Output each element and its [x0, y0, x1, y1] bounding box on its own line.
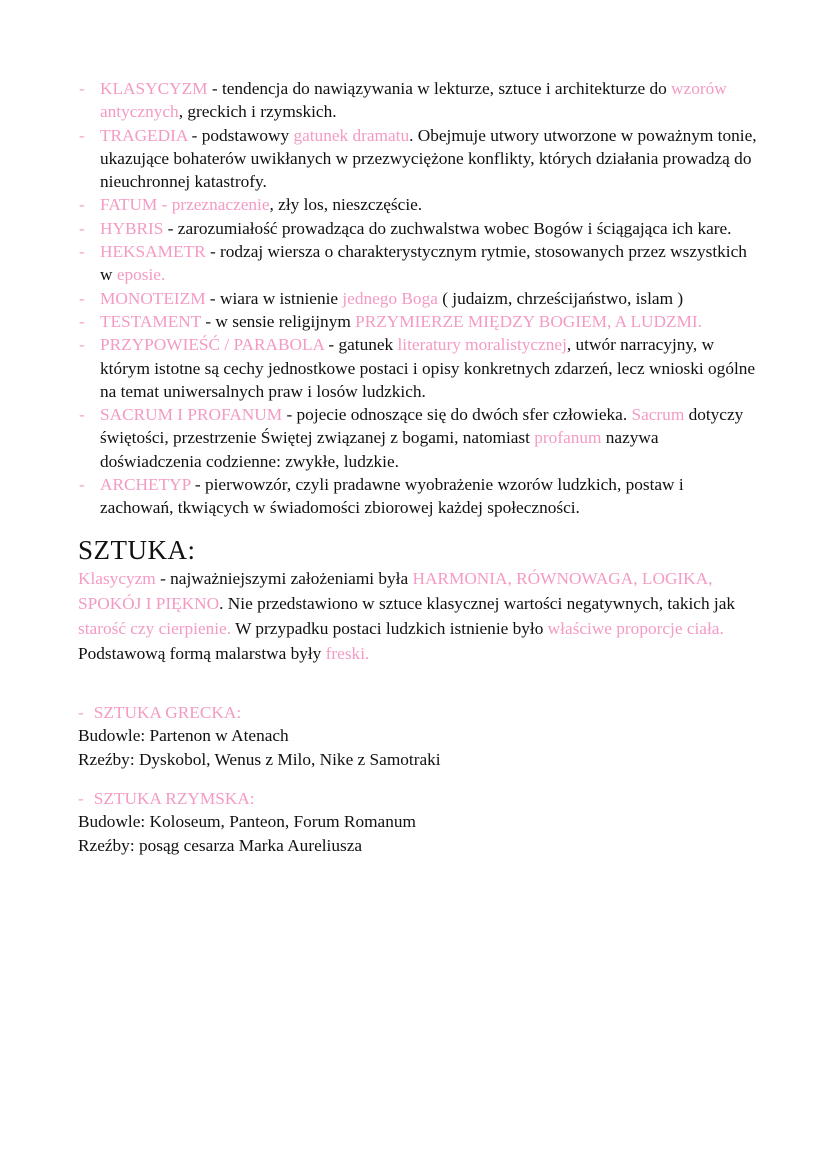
roman-art-heading: [78, 787, 758, 810]
text-run: ( judaizm, chrześcijaństwo, islam ): [437, 288, 684, 308]
roman-sculptures: Rzeźby: posąg cesarza Marka Aureliusza: [78, 835, 363, 855]
definition-item: [78, 287, 758, 310]
bullet-dash: -: [79, 311, 85, 331]
text-run: - w sensie religijnym: [201, 311, 356, 331]
seg: [100, 405, 743, 471]
highlighted-term: PRZYPOWIEŚĆ / PARABOLA: [100, 335, 325, 355]
bullet-dash: -: [79, 335, 85, 355]
highlighted-term: jednego Boga: [342, 288, 438, 308]
seg: [100, 335, 755, 401]
definition-item: [78, 333, 758, 403]
greek-buildings: Budowle: Partenon w Atenach: [78, 725, 289, 745]
seg: [100, 242, 747, 284]
text-run: - zarozumiałość prowadząca do zuchwalstwa wobec Bogów i ściągająca ich kare.: [163, 218, 732, 238]
roman-art-title: SZTUKA RZYMSKA:: [93, 788, 255, 808]
text-run: , utwór narracyjny, w którym istotne są cechy jednostkowe postaci i opisy konkretnych zdarzeń, lecz wnioski ogólne na temat uniwersalnych praw i losów ludzkich.: [100, 335, 756, 401]
text-run: nazywa doświadczenia codzienne: zwykłe, ludzkie.: [100, 428, 659, 471]
definition-item: [78, 240, 758, 287]
highlighted-term: profanum: [534, 428, 602, 448]
definition-item: [78, 403, 758, 473]
definitions-list: [78, 77, 758, 520]
text-run: . Nie przedstawiono w sztuce klasycznej wartości negatywnych, takich jak: [219, 593, 736, 613]
greek-art-heading: [78, 701, 758, 724]
text-run: dotyczy świętości, przestrzenie Świętej związanej z bogami, natomiast: [100, 405, 744, 448]
definition-item: [78, 473, 758, 520]
bullet-dash: -: [79, 405, 85, 425]
seg: [100, 219, 732, 238]
highlighted-term: MONOTEIZM: [100, 288, 206, 308]
bullet-dash: -: [78, 702, 84, 722]
highlighted-term: HEKSAMETR: [100, 242, 206, 262]
seg: [100, 79, 727, 121]
bullet-dash: -: [78, 788, 84, 808]
highlighted-term: wzorów antycznych: [100, 79, 727, 122]
definition-item: [78, 217, 758, 240]
text-run: - pierwowzór, czyli pradawne wyobrażenie wzorów ludzkich, postaw i zachowań, tkwiących w świadomości zbiorowej każdej społeczności.: [100, 475, 684, 518]
highlighted-term: Klasycyzm: [78, 568, 156, 588]
bullet-dash: -: [79, 242, 85, 262]
text-run: Podstawową formą malarstwa były: [78, 643, 326, 663]
highlighted-term: eposie.: [116, 265, 166, 285]
highlighted-term: PRZYMIERZE MIĘDZY BOGIEM, A LUDZMI.: [355, 311, 702, 331]
highlighted-term: FATUM - przeznaczenie: [100, 195, 270, 215]
definition-item: [78, 77, 758, 124]
text-run: - podstawowy: [187, 125, 294, 145]
highlighted-term: HYBRIS: [100, 218, 164, 238]
greek-sculptures: Rzeźby: Dyskobol, Wenus z Milo, Nike z Samotraki: [78, 749, 441, 769]
seg: [100, 475, 684, 517]
highlighted-term: HARMONIA, RÓWNOWAGA, LOGIKA, SPOKÓJ I PIĘKNO: [78, 568, 713, 613]
text-run: , zły los, nieszczęście.: [269, 195, 423, 215]
seg: [100, 126, 757, 192]
art-heading: SZTUKA:: [78, 534, 196, 565]
bullet-dash: -: [79, 288, 85, 308]
seg: [100, 312, 702, 331]
text-run: , greckich i rzymskich.: [178, 102, 337, 122]
highlighted-term: literatury moralistycznej: [397, 335, 567, 355]
highlighted-term: KLASYCYZM: [100, 79, 208, 98]
text-run: W przypadku postaci ludzkich istnienie było: [231, 618, 548, 638]
text-run: - najważniejszymi założeniami była: [155, 568, 413, 588]
bullet-dash: -: [79, 475, 85, 495]
bullet-dash: -: [79, 79, 85, 98]
highlighted-term: TRAGEDIA: [100, 125, 188, 145]
highlighted-term: ARCHETYP: [100, 475, 191, 495]
bullet-dash: -: [79, 218, 85, 238]
seg: [100, 195, 422, 214]
seg: [100, 289, 683, 308]
highlighted-term: TESTAMENT: [100, 311, 202, 331]
text-run: - pojecie odnoszące się do dwóch sfer człowieka.: [282, 405, 632, 425]
highlighted-term: gatunek dramatu: [293, 125, 410, 145]
greek-art-title: SZTUKA GRECKA:: [93, 702, 242, 722]
bullet-dash: -: [79, 195, 85, 215]
highlighted-term: właściwe proporcje ciała.: [547, 618, 724, 638]
highlighted-term: freski.: [325, 643, 370, 663]
classicism-paragraph: [78, 566, 758, 666]
definition-item: [78, 310, 758, 333]
text-run: - gatunek: [324, 335, 398, 355]
highlighted-term: Sacrum: [631, 405, 685, 425]
text-run: . Obejmuje utwory utworzone w poważnym tonie, ukazujące bohaterów uwikłanych w przezwyciężone konflikty, których działania prowadzą do nieuchronnej katastrofy.: [100, 125, 757, 192]
highlighted-term: SACRUM I PROFANUM: [100, 405, 283, 425]
roman-buildings: Budowle: Koloseum, Panteon, Forum Romanum: [78, 811, 416, 831]
text-run: - wiara w istnienie: [205, 288, 343, 308]
text-run: - rodzaj wiersza o charakterystycznym rytmie, stosowanych przez wszystkich w: [100, 242, 747, 285]
definition-item: [78, 124, 758, 194]
highlighted-term: starość czy cierpienie.: [78, 618, 232, 638]
definition-item: [78, 193, 758, 216]
text-run: - tendencja do nawiązywania w lekturze, sztuce i architekturze do: [207, 79, 672, 98]
bullet-dash: -: [79, 125, 85, 145]
